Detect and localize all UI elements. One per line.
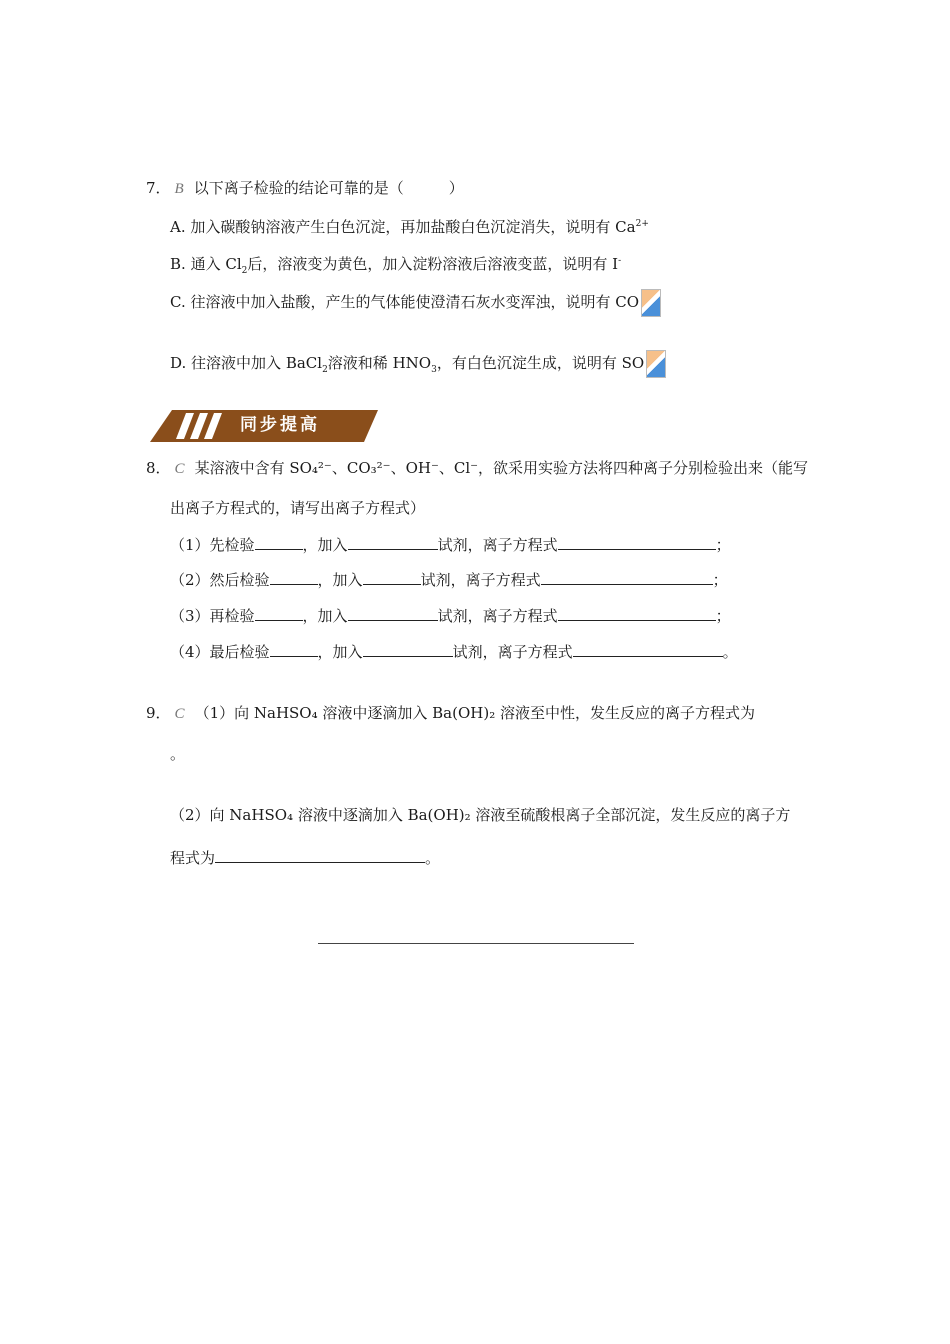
footer-divider <box>318 943 634 944</box>
q9-level: C <box>174 706 185 722</box>
item-prefix: （4）最后检验 <box>170 643 270 661</box>
q9-part1-text: （1）向 NaHSO₄ 溶液中逐滴加入 Ba(OH)₂ 溶液至中性，发生反应的离子方程式为 <box>194 704 755 722</box>
item-end: 。 <box>722 643 738 661</box>
broken-image-icon <box>641 289 661 317</box>
broken-image-icon <box>646 350 666 378</box>
option-text-pre: 通入 Cl <box>190 255 242 273</box>
q7-level: B <box>174 181 184 197</box>
item-text: 试剂，离子方程式 <box>452 643 573 661</box>
q8-item-3 <box>170 606 731 626</box>
item-text: ，加入 <box>317 571 363 589</box>
item-end: ； <box>712 571 728 589</box>
answer-blank[interactable] <box>270 570 318 585</box>
subscript: 2 <box>241 266 248 276</box>
q8-number: 8． <box>146 459 171 477</box>
answer-blank[interactable] <box>363 642 453 657</box>
q9-part1-line2: 。 <box>170 745 186 763</box>
item-text: ，加入 <box>302 607 348 625</box>
subscript: 2 <box>322 365 328 375</box>
answer-blank[interactable] <box>541 570 713 585</box>
q8-item-2 <box>170 570 728 590</box>
option-text: 往溶液中加入盐酸，产生的气体能使澄清石灰水变浑浊，说明有 CO <box>190 293 640 311</box>
answer-blank[interactable] <box>215 848 425 863</box>
q7-number: 7． <box>146 179 171 197</box>
item-prefix: （3）再检验 <box>170 607 255 625</box>
answer-blank[interactable] <box>558 535 716 550</box>
option-label: D. <box>170 354 187 372</box>
subscript: 3 <box>431 365 437 375</box>
section-banner-title: 同步提高 <box>240 415 320 435</box>
q9-part2-line1: （2）向 NaHSO₄ 溶液中逐滴加入 Ba(OH)₂ 溶液至硫酸根离子全部沉淀，发生反应的离子方 <box>170 806 791 824</box>
option-text: 加入碳酸钠溶液产生白色沉淀，再加盐酸白色沉淀消失，说明有 Ca <box>190 218 636 236</box>
option-text-pre: 往溶液中加入 BaCl <box>191 354 323 372</box>
item-end: ； <box>715 536 731 554</box>
item-prefix: （2）然后检验 <box>170 571 270 589</box>
answer-blank[interactable] <box>255 606 303 621</box>
answer-blank[interactable] <box>270 642 318 657</box>
option-label: B. <box>170 255 186 273</box>
q9-part2-end: 。 <box>425 849 441 867</box>
q9-part2-pre: 程式为 <box>170 849 216 867</box>
item-text: 试剂，离子方程式 <box>437 607 558 625</box>
superscript: - <box>618 256 622 266</box>
answer-blank[interactable] <box>573 642 723 657</box>
answer-blank[interactable] <box>558 606 716 621</box>
q8-stem: 某溶液中含有 SO₄²⁻、CO₃²⁻、OH⁻、Cl⁻，欲采用实验方法将四种离子分别检验出来（能写 <box>194 459 809 477</box>
option-text: ，有白色沉淀生成，说明有 SO <box>436 354 645 372</box>
item-text: 试剂，离子方程式 <box>420 571 541 589</box>
q7-option-b <box>170 251 621 281</box>
q8-level: C <box>174 461 185 477</box>
option-text: 后，溶液变为黄色，加入淀粉溶液后溶液变蓝，说明有 I <box>247 255 619 273</box>
answer-blank[interactable] <box>348 535 438 550</box>
q7-stem-line <box>146 178 464 199</box>
q9-part1-line1 <box>146 703 755 724</box>
item-end: ； <box>715 607 731 625</box>
q8-item-4 <box>170 642 738 662</box>
option-label: A. <box>170 218 186 236</box>
q7-option-a <box>170 214 649 237</box>
answer-blank[interactable] <box>255 535 303 550</box>
superscript: 2+ <box>635 219 649 229</box>
item-text: ，加入 <box>317 643 363 661</box>
item-text: ，加入 <box>302 536 348 554</box>
q8-item-1 <box>170 535 731 555</box>
answer-blank[interactable] <box>363 570 421 585</box>
q8-stem-line1 <box>146 458 808 479</box>
option-label: C. <box>170 293 186 311</box>
q9-part2-line2 <box>170 848 440 868</box>
item-prefix: （1）先检验 <box>170 536 255 554</box>
q7-stem: 以下离子检验的结论可靠的是（ ） <box>193 179 464 197</box>
q9-number: 9． <box>146 704 171 722</box>
option-text-mid: 溶液和稀 HNO <box>327 354 432 372</box>
q7-option-d <box>170 350 666 380</box>
answer-blank[interactable] <box>348 606 438 621</box>
q8-stem-line2: 出离子方程式的，请写出离子方程式） <box>170 499 426 517</box>
q7-option-c <box>170 289 661 317</box>
item-text: 试剂，离子方程式 <box>437 536 558 554</box>
